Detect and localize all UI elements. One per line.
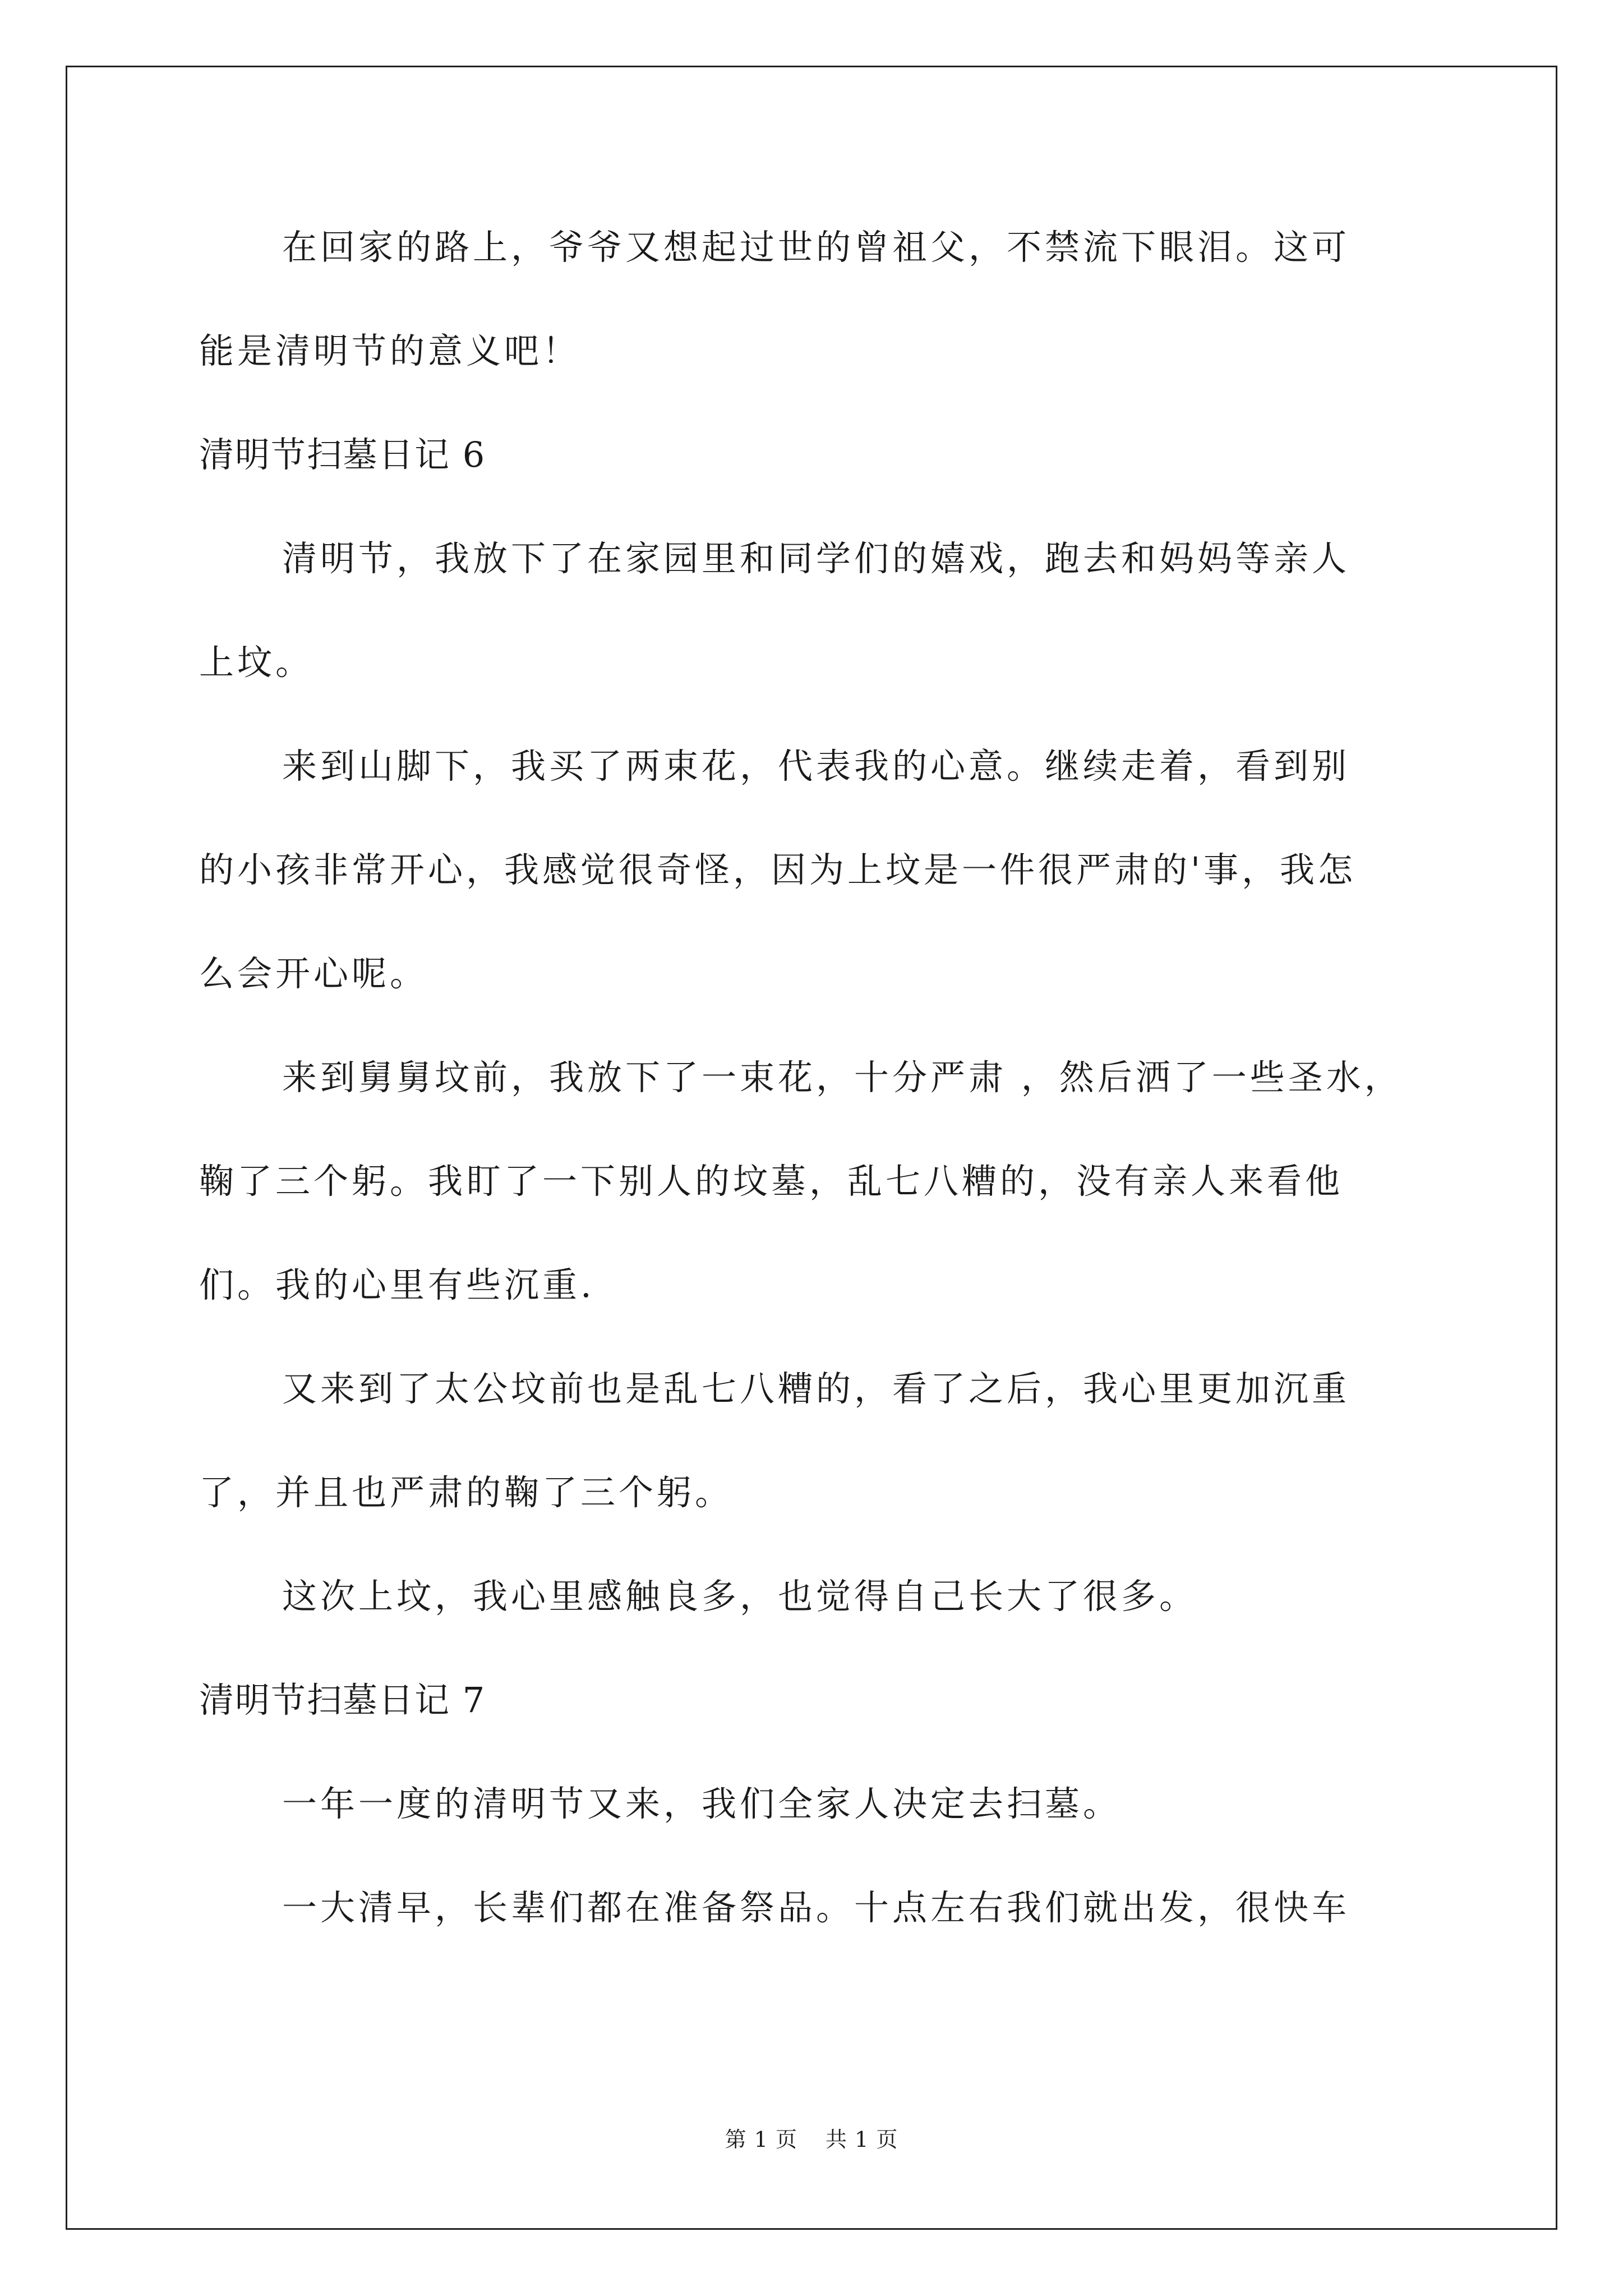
paragraph-line: 一年一度的清明节又来，我们全家人决定去扫墓。: [282, 1783, 1122, 1824]
paragraph-line: 鞠了三个躬。我盯了一下别人的坟墓，乱七八糟的，没有亲人来看他: [199, 1161, 1344, 1202]
paragraph-line: 这次上坟，我心里感触良多，也觉得自己长大了很多。: [282, 1576, 1198, 1617]
paragraph-line: 清明节，我放下了在家园里和同学们的嬉戏，跑去和妈妈等亲人: [282, 538, 1350, 579]
paragraph-line: 又来到了太公坟前也是乱七八糟的，看了之后，我心里更加沉重: [282, 1368, 1350, 1409]
paragraph-line: 能是清明节的意义吧！: [199, 330, 581, 371]
paragraph-line: 在回家的路上，爷爷又想起过世的曾祖父，不禁流下眼泪。这可: [282, 227, 1350, 268]
paragraph-line: 的小孩非常开心，我感觉很奇怪，因为上坟是一件很严肃的'事，我怎: [199, 849, 1357, 890]
page-number: 第 1 页: [725, 2127, 797, 2152]
paragraph-line: 一大清早，长辈们都在准备祭品。十点左右我们就出发，很快车: [282, 1887, 1350, 1928]
page-total: 共 1 页: [826, 2127, 898, 2152]
paragraph-line: 们。我的心里有些沉重.: [199, 1264, 595, 1305]
paragraph-line: 么会开心呢。: [199, 953, 428, 994]
paragraph-line: 来到山脚下，我买了两束花，代表我的心意。继续走着，看到别: [282, 746, 1350, 786]
page-footer: [0, 2122, 1623, 2153]
section-heading: 清明节扫墓日记 7: [199, 1680, 486, 1720]
paragraph-line: 上坟。: [199, 642, 314, 683]
paragraph-line: 来到舅舅坟前，我放下了一束花，十分严肃 ，然后洒了一些圣水，: [282, 1057, 1403, 1098]
section-heading: 清明节扫墓日记 6: [199, 434, 486, 475]
paragraph-line: 了，并且也严肃的鞠了三个躬。: [199, 1472, 734, 1513]
